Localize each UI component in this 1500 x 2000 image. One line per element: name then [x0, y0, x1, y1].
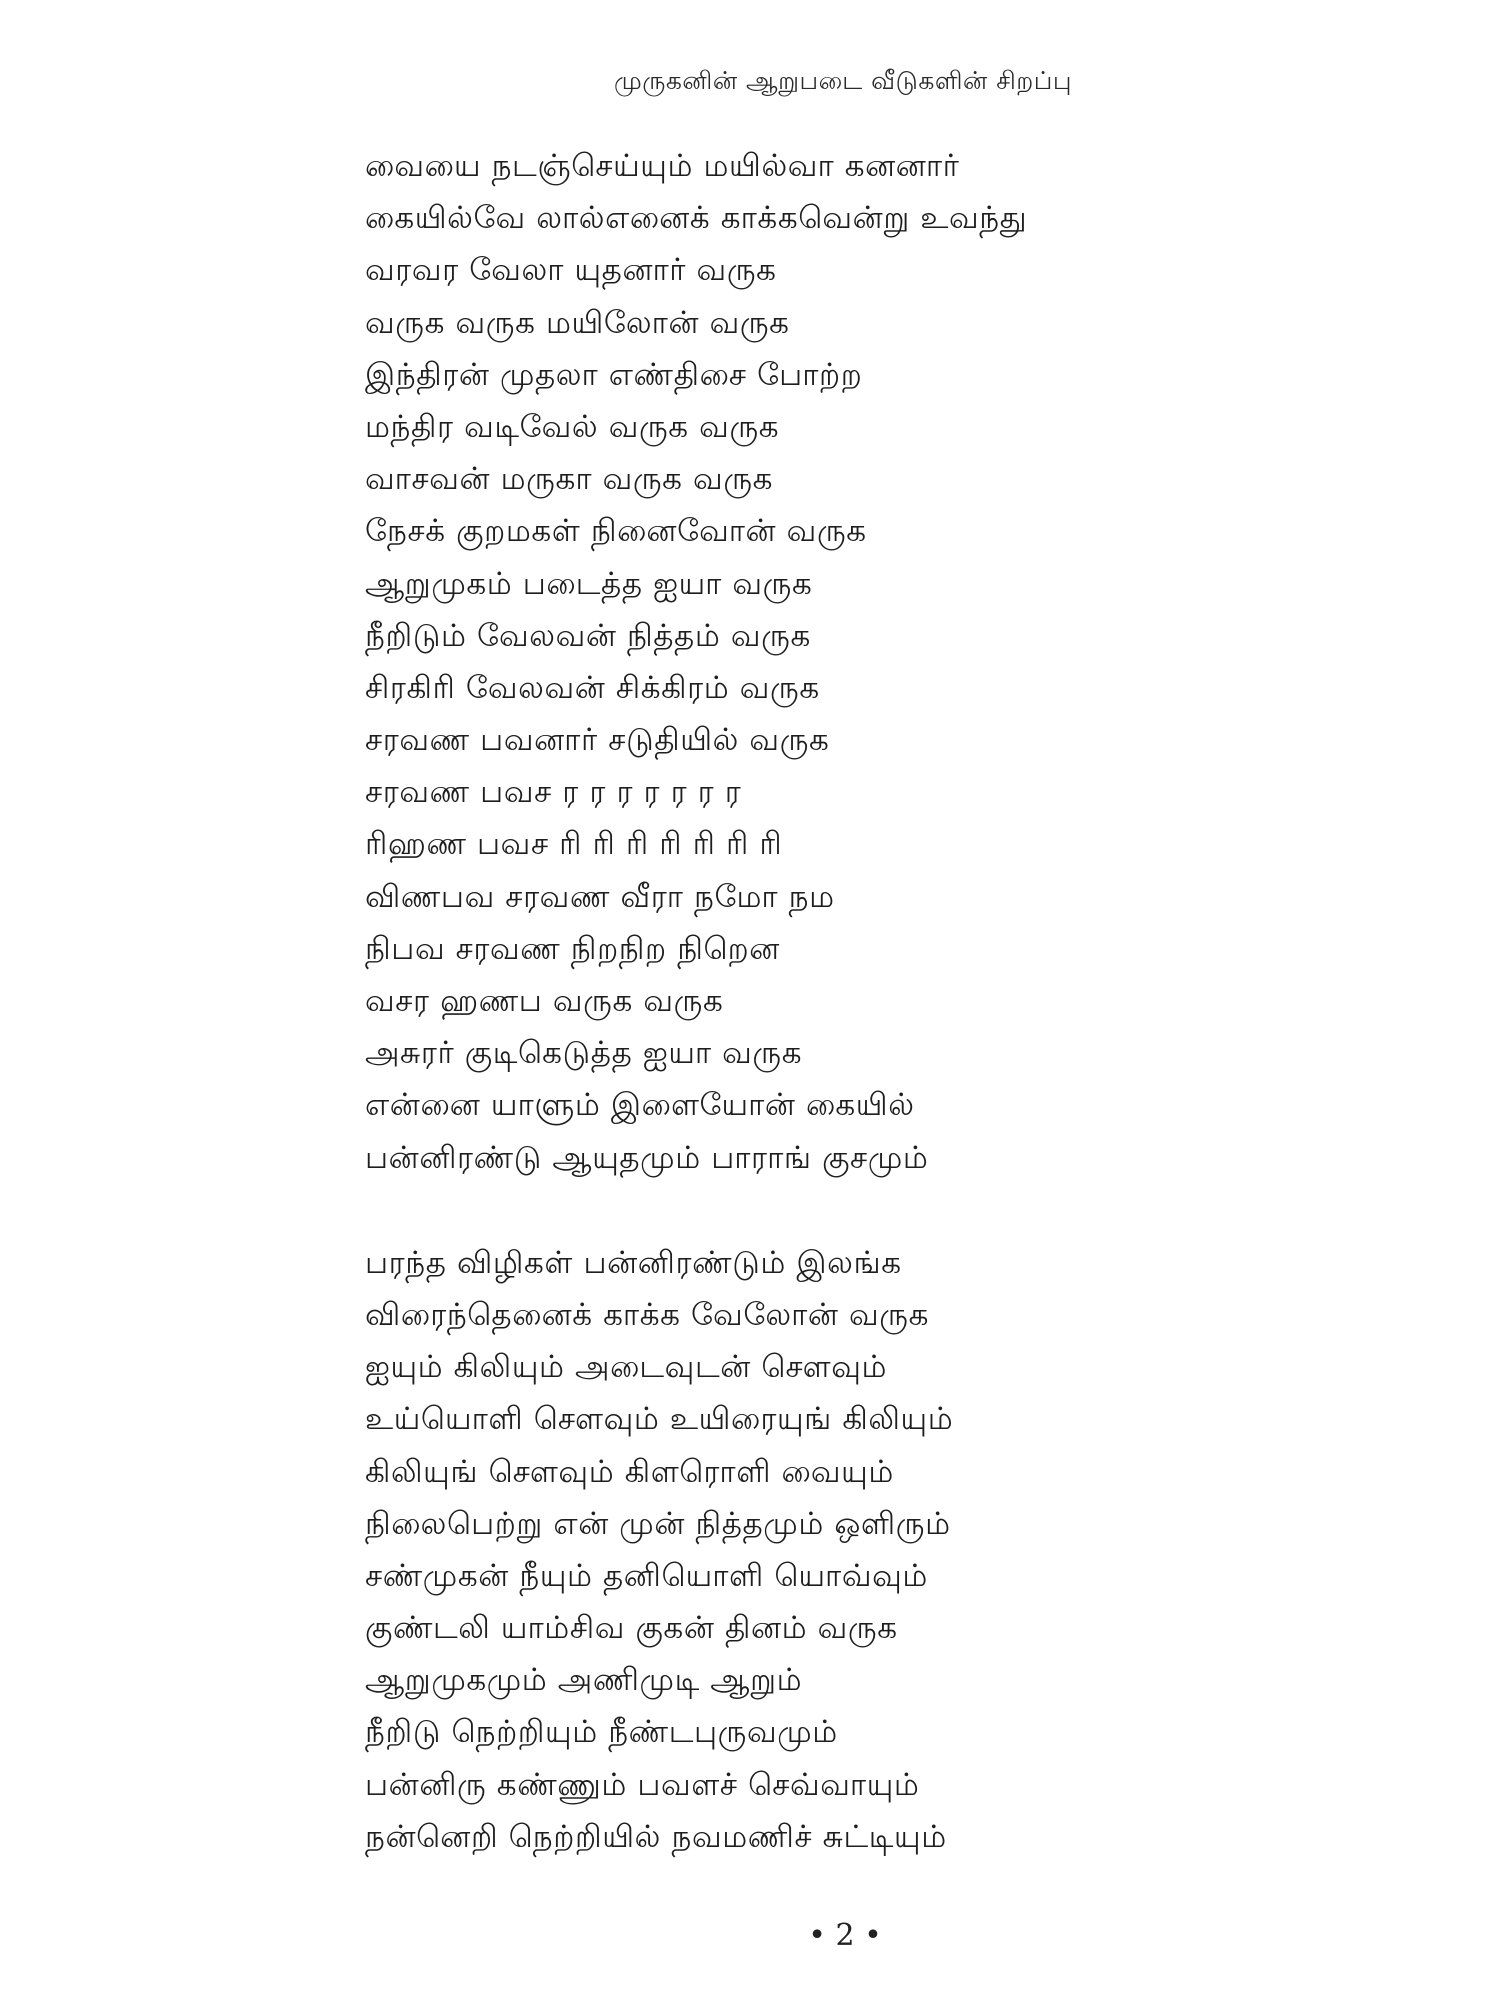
verse-line: விரைந்தெனைக் காக்க வேலோன் வருக [365, 1296, 930, 1333]
running-header: முருகனின் ஆறுபடை வீடுகளின் சிறப்பு [614, 66, 1072, 95]
verse-line: நிலைபெற்று என் முன் நித்தமும் ஒளிரும் [365, 1505, 951, 1542]
verse-line: ரிஹண பவச ரி ரி ரி ரி ரி ரி ரி [365, 826, 783, 863]
verse-line: விணபவ சரவண வீரா நமோ நம [365, 878, 835, 915]
verse-line: வாசவன் மருகா வருக வருக [365, 461, 774, 498]
verse-line: ஆறுமுகம் படைத்த ஐயா வருக [365, 565, 813, 602]
verse-line: உய்யொளி சௌவும் உயிரையுங் கிலியும் [365, 1401, 954, 1438]
verse-line: மந்திர வடிவேல் வருக வருக [365, 408, 780, 445]
page-number: • 2 • [808, 1918, 882, 1953]
poem-body [365, 140, 1425, 1863]
verse-line: கையில்வே லால்எனைக் காக்கவென்று உவந்து [365, 200, 1028, 237]
verse-line: சரவண பவச ர ர ர ர ர ர ர [365, 774, 742, 811]
verse-line: குண்டலி யாம்சிவ குகன் தினம் வருக [365, 1610, 898, 1647]
verse-line: ஐயும் கிலியும் அடைவுடன் சௌவும் [365, 1349, 888, 1386]
verse-line: வையை நடஞ்செய்யும் மயில்வா கனனார் [365, 148, 960, 184]
verse-line: சிரகிரி வேலவன் சிக்கிரம் வருக [365, 669, 820, 706]
verse-line: சண்முகன் நீயும் தனியொளி யொவ்வும் [365, 1557, 928, 1594]
verse-line: நிபவ சரவண நிறநிற நிறென [365, 930, 780, 967]
verse-line: நன்னெறி நெற்றியில் நவமணிச் சுட்டியும் [365, 1818, 947, 1855]
verse-line: வருக வருக மயிலோன் வருக [365, 304, 790, 341]
verse-line: நீறிடு நெற்றியும் நீண்டபுருவமும் [365, 1714, 838, 1751]
verse-line: கிலியுங் சௌவும் கிளரொளி வையும் [365, 1453, 894, 1490]
verse-line: நீறிடும் வேலவன் நித்தம் வருக [365, 617, 811, 654]
verse-line: பன்னிரண்டு ஆயுதமும் பாராங் குசமும் [365, 1139, 929, 1176]
verse-line: நேசக் குறமகள் நினைவோன் வருக [365, 513, 867, 550]
verse-line: வசர ஹணப வருக வருக [365, 983, 724, 1019]
stanza-2 [365, 1237, 1425, 1863]
verse-line: பரந்த விழிகள் பன்னிரண்டும் இலங்க [365, 1244, 902, 1281]
verse-line: பன்னிரு கண்ணும் பவளச் செவ்வாயும் [365, 1766, 920, 1803]
verse-line: இந்திரன் முதலா எண்திசை போற்ற [365, 356, 863, 393]
verse-line: சரவண பவனார் சடுதியில் வருக [365, 722, 830, 759]
verse-line: என்னை யாளும் இளையோன் கையில் [365, 1087, 915, 1124]
verse-line: ஆறுமுகமும் அணிமுடி ஆறும் [365, 1662, 803, 1699]
verse-line: அசுரர் குடிகெடுத்த ஐயா வருக [365, 1035, 803, 1072]
stanza-1 [365, 140, 1425, 1184]
verse-line: வரவர வேலா யுதனார் வருக [365, 252, 777, 289]
